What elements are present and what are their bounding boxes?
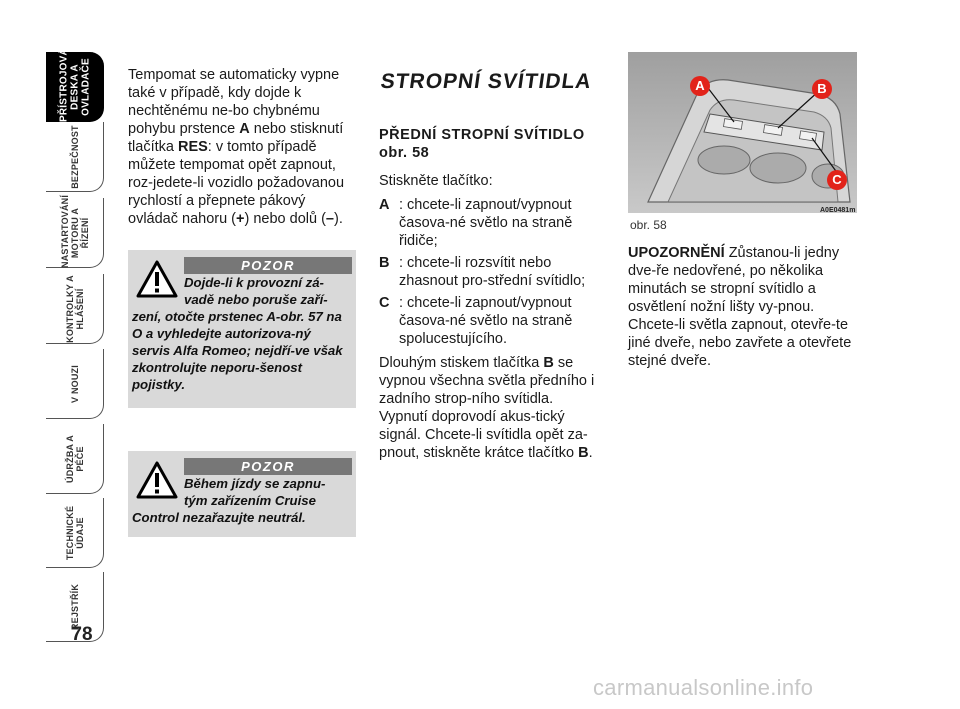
- tab-label: REJSTŘÍK: [69, 583, 80, 630]
- watermark: carmanualsonline.info: [593, 675, 814, 700]
- warning-line: vadě nebo poruše zaří-: [184, 292, 328, 307]
- warning-line: Dojde-li k provozní zá-: [184, 275, 324, 290]
- list-item: [379, 254, 605, 290]
- key-b: B: [543, 355, 554, 371]
- tab-label: V NOUZI: [69, 364, 80, 403]
- list-item-key: B: [379, 255, 390, 271]
- list-item-key: C: [379, 295, 390, 311]
- key-minus: –: [325, 211, 334, 227]
- key-plus: +: [236, 211, 245, 227]
- note-lead: UPOZORNĚNÍ: [628, 245, 725, 261]
- cruise-control-paragraph: [128, 66, 356, 228]
- callout-b: B: [812, 79, 832, 99]
- warning-line: tým zařízením Cruise: [184, 493, 316, 508]
- note-paragraph: [628, 244, 858, 370]
- list-item-text: : chcete-li zapnout/vypnout časova-né světlo na straně spolucestujícího.: [399, 295, 573, 347]
- tab-v-nouzi[interactable]: [46, 349, 104, 419]
- column-2: [379, 70, 605, 462]
- warning-text: [132, 475, 352, 526]
- tab-kontrolky[interactable]: [46, 274, 104, 344]
- subsection-title: [379, 126, 605, 162]
- warning-heading: POZOR: [184, 257, 352, 274]
- tab-label: TECHNICKÉ ÚDAJE: [64, 505, 85, 560]
- tab-technicke-udaje[interactable]: [46, 498, 104, 568]
- column-3: [628, 244, 858, 370]
- tab-bezpecnost[interactable]: [46, 122, 104, 192]
- warning-box-1: [128, 250, 356, 408]
- key-a: A: [239, 121, 250, 137]
- note-text: Zůstanou-li jedny dve-ře nedovřené, po několika minutách se stropní svítidlo a osvětlení nožní lišty vy-pnou. Chcete-li světla zapnout, otevře-te jiné dveře, nebo zavřete a otevřete stejné dveře.: [628, 245, 852, 369]
- list-item-text: : chcete-li rozsvítit nebo zhasnout pro-střední svítidlo;: [399, 255, 586, 289]
- text-run: nebo stisknutí tlačítka: [128, 121, 344, 155]
- list-item-text: : chcete-li zapnout/vypnout časova-né světlo na straně řidiče;: [399, 197, 573, 249]
- warning-text: [132, 274, 352, 393]
- long-press-paragraph: [379, 354, 605, 462]
- tab-pristrojova-deska[interactable]: [46, 47, 104, 122]
- warning-heading: POZOR: [184, 458, 352, 475]
- warning-line: Control nezařazujte neutrál.: [132, 510, 306, 525]
- key-b: B: [578, 445, 589, 461]
- key-res: RES: [177, 139, 208, 155]
- section-title: STROPNÍ SVÍTIDLA: [379, 70, 594, 93]
- text-run: ) nebo dolů (: [244, 211, 326, 227]
- tab-nastartovani[interactable]: [46, 194, 104, 268]
- tab-label: NASTARTOVÁNÍ MOTORU A ŘÍZENÍ: [59, 194, 90, 268]
- warning-line: zení, otočte prstenec A-obr. 57 na O a vyhledejte autorizova-ný servis Alfa Romeo; nejdří-ve však zkontrolujte neporu-šenost pojistky.: [132, 309, 343, 392]
- text-run: : v tomto případě můžete tempomat opět zapnout, roz-jedete-li vozidlo požadovanou rychlostí a přepnete pákový ovládač nahoru (: [128, 139, 345, 227]
- text-run: Tempomat se automaticky vypne také v případě, kdy dojde k nechtěnému ne-bo chybnému pohybu prstence: [128, 67, 340, 137]
- text-run: se vypnou všechna světla předního i zadního strop-ního svítidla. Vypnutí doprovodí akus-tický signál. Chcete-li svítidla opět za-pnout, stiskněte krátce tlačítko: [379, 355, 595, 461]
- tab-udrzba[interactable]: [46, 424, 104, 494]
- list-item: [379, 294, 605, 348]
- tab-label: ÚDRŽBA A PÉČE: [64, 434, 85, 483]
- figure-caption: obr. 58: [630, 218, 667, 232]
- callout-a: A: [690, 76, 710, 96]
- callout-c: C: [827, 170, 847, 190]
- list-item-key: A: [379, 197, 390, 213]
- text-run: ).: [333, 211, 343, 227]
- warning-box-2: [128, 451, 356, 537]
- warning-line: Během jízdy se zapnu-: [184, 476, 326, 491]
- tab-label: KONTROLKY A HLÁŠENÍ: [64, 274, 85, 343]
- figure-code: A0E0481m: [820, 207, 856, 214]
- tab-label: BEZPEČNOST: [69, 124, 80, 189]
- figure-reference: obr. 58: [379, 145, 430, 161]
- text-run: Dlouhým stiskem tlačítka: [379, 355, 544, 371]
- ceiling-light-figure: [628, 52, 857, 213]
- ceiling-light-illustration: [628, 52, 857, 213]
- text-run: .: [588, 445, 593, 461]
- intro-text: Stiskněte tlačítko:: [379, 173, 493, 189]
- tab-label: PŘÍSTROJOVÁ DESKA A OVLADAČE: [58, 47, 91, 122]
- subsection-title-line: PŘEDNÍ STROPNÍ SVÍTIDLO: [379, 127, 585, 143]
- chapter-sidebar: [46, 47, 106, 642]
- page-number: 78: [71, 624, 93, 645]
- list-item: [379, 196, 605, 250]
- column-1: [128, 66, 356, 228]
